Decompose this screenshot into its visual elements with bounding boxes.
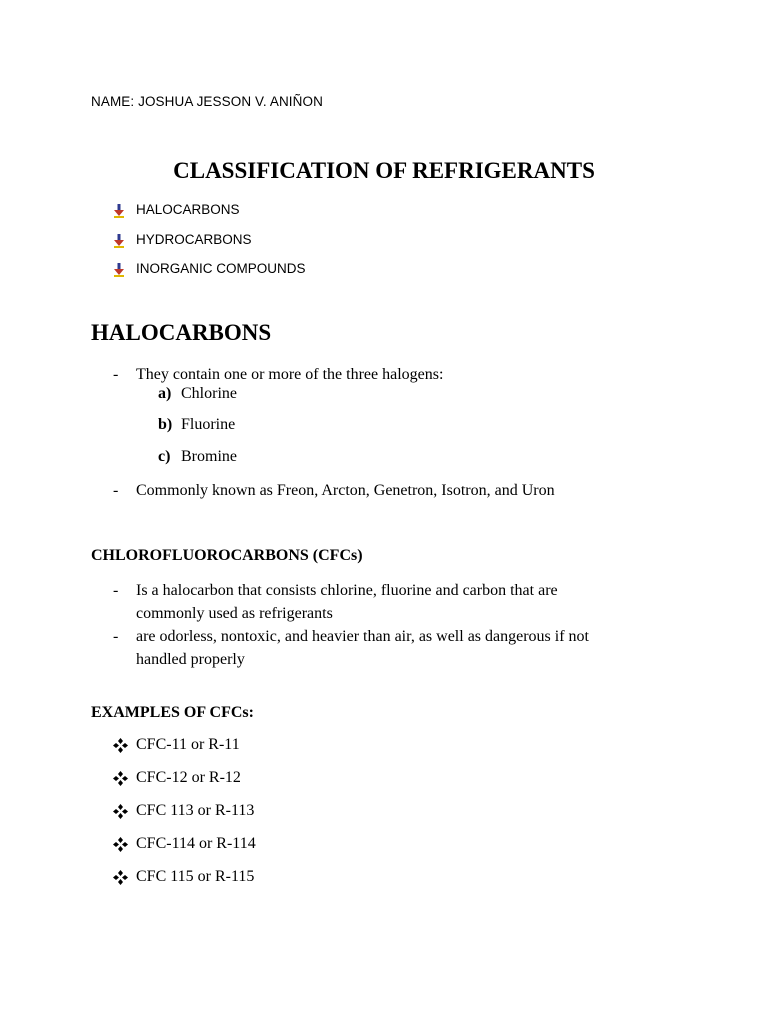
cfcs-point-line: handled properly	[136, 651, 245, 668]
cfcs-point-line: Is a halocarbon that consists chlorine, fluorine and carbon that are	[136, 582, 558, 599]
classification-label: HALOCARBONS	[136, 202, 240, 217]
cfcs-point-line: are odorless, nontoxic, and heavier than air, as well as dangerous if not	[136, 628, 589, 645]
arrow-down-bullet-icon	[113, 234, 125, 248]
four-diamond-bullet-icon	[113, 804, 128, 819]
halogen-letter: a)	[158, 385, 172, 402]
four-diamond-bullet-icon	[113, 837, 128, 852]
halocarbons-point-text: Commonly known as Freon, Arcton, Genetron, Isotron, and Uron	[136, 482, 555, 499]
student-name-line: NAME: JOSHUA JESSON V. ANIÑON	[91, 94, 323, 109]
dash-bullet: -	[113, 582, 119, 599]
examples-heading: EXAMPLES OF CFCs:	[91, 704, 254, 721]
document-title: CLASSIFICATION OF REFRIGERANTS	[173, 158, 595, 183]
example-label: CFC-12 or R-12	[136, 769, 241, 786]
halogen-letter: b)	[158, 416, 173, 433]
four-diamond-bullet-icon	[113, 771, 128, 786]
example-label: CFC 113 or R-113	[136, 802, 255, 819]
cfcs-heading: CHLOROFLUOROCARBONS (CFCs)	[91, 547, 363, 564]
classification-label: INORGANIC COMPOUNDS	[136, 261, 306, 276]
halogen-letter: c)	[158, 448, 171, 465]
four-diamond-bullet-icon	[113, 738, 128, 753]
halogen-name: Chlorine	[181, 385, 237, 402]
halocarbons-heading: HALOCARBONS	[91, 320, 272, 345]
example-label: CFC-114 or R-114	[136, 835, 256, 852]
dash-bullet: -	[113, 628, 119, 645]
classification-label: HYDROCARBONS	[136, 232, 252, 247]
dash-bullet: -	[113, 482, 119, 499]
halogen-name: Bromine	[181, 448, 237, 465]
example-label: CFC-11 or R-11	[136, 736, 240, 753]
halocarbons-point-text: They contain one or more of the three halogens:	[136, 366, 444, 383]
halogen-name: Fluorine	[181, 416, 236, 433]
dash-bullet: -	[113, 366, 119, 383]
example-label: CFC 115 or R-115	[136, 868, 255, 885]
cfcs-point-line: commonly used as refrigerants	[136, 605, 333, 622]
arrow-down-bullet-icon	[113, 204, 125, 218]
four-diamond-bullet-icon	[113, 870, 128, 885]
arrow-down-bullet-icon	[113, 263, 125, 277]
